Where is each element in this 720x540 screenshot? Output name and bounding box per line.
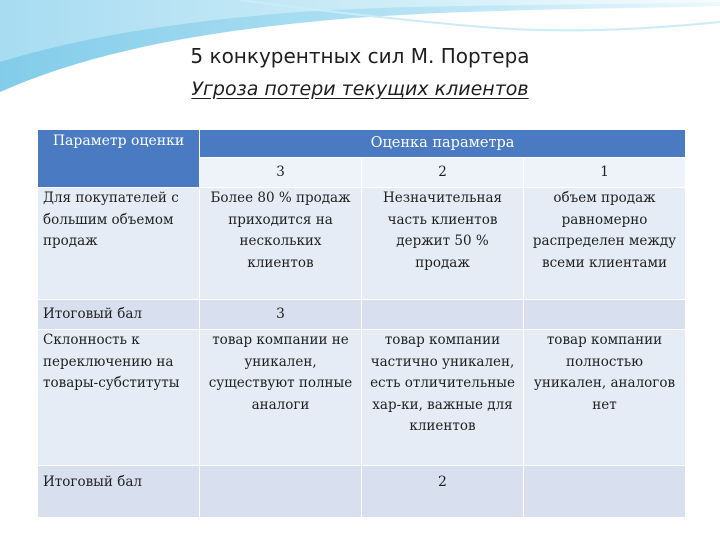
table-cell: Незначительная часть клиентов держит 50 % продаж — [362, 188, 524, 300]
row-label: Для покупателей с большим объемом продаж — [38, 188, 200, 300]
table-cell: товар компании полностью уникален, аналогов нет — [524, 330, 686, 466]
row-label: Итоговый бал — [38, 300, 200, 330]
porter-table — [37, 129, 685, 518]
table-row — [38, 300, 686, 330]
table-cell: товар компании не уникален, существуют полные аналоги — [200, 330, 362, 466]
table-row — [38, 330, 686, 466]
table-row — [38, 188, 686, 300]
table-cell: 2 — [362, 466, 524, 518]
score-col-3: 3 — [200, 158, 362, 188]
table-cell: 3 — [200, 300, 362, 330]
table-cell: Более 80 % продаж приходится на нескольких клиентов — [200, 188, 362, 300]
slide-title: 5 конкурентных сил М. Портера — [190, 44, 530, 68]
table-cell — [362, 300, 524, 330]
slide-subtitle-text: Угроза потери текущих клиентов — [191, 78, 529, 100]
score-col-2: 2 — [362, 158, 524, 188]
slide-subtitle — [0, 78, 720, 100]
table-cell — [524, 466, 686, 518]
table-cell: товар компании частично уникален, есть отличительные хар-ки, важные для клиентов — [362, 330, 524, 466]
table-row — [38, 466, 686, 518]
param-header: Параметр оценки — [38, 130, 200, 188]
rating-table — [37, 129, 686, 518]
table-cell — [200, 466, 362, 518]
row-label: Склонность к переключению на товары-субституты — [38, 330, 200, 466]
table-cell — [524, 300, 686, 330]
table-cell: объем продаж равномерно распределен между всеми клиентами — [524, 188, 686, 300]
rating-header: Оценка параметра — [200, 130, 686, 158]
row-label: Итоговый бал — [38, 466, 200, 518]
score-col-1: 1 — [524, 158, 686, 188]
